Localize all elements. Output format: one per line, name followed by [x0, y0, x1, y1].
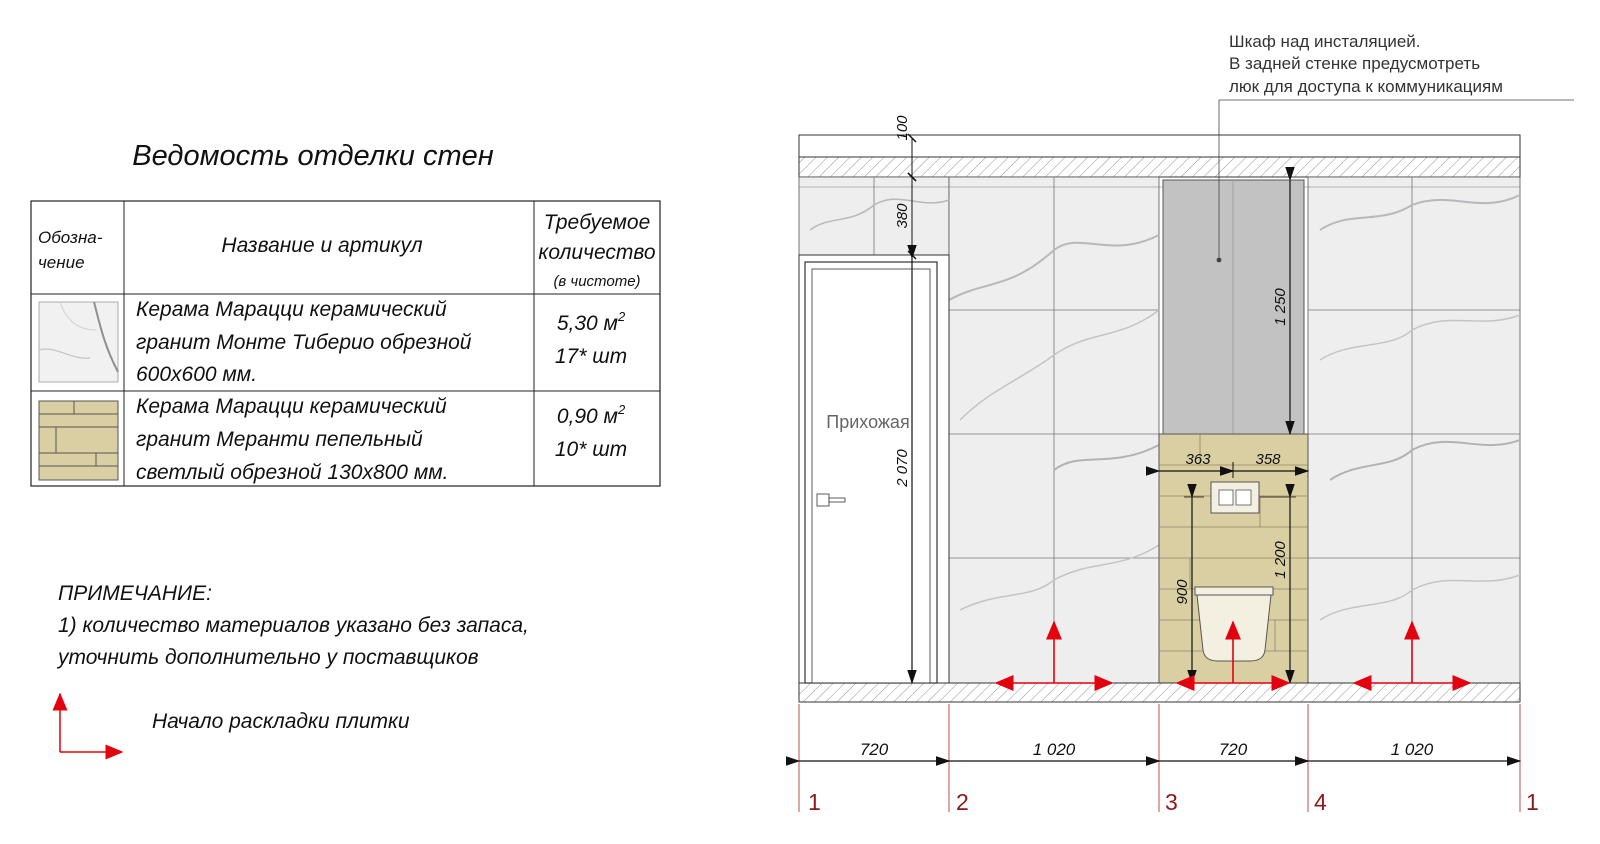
flush-button-icon — [1211, 482, 1259, 513]
wall-elevation — [799, 32, 1574, 815]
wc-icon — [1195, 587, 1273, 661]
row2-name-line1: Керама Марацци керамический — [136, 395, 447, 418]
room-label: Прихожая — [826, 412, 910, 432]
row2-name-line2: гранит Меранти пепельный — [136, 428, 423, 451]
grid-axes — [799, 704, 1539, 815]
dim-bottom: 1 020 — [1032, 740, 1076, 759]
header-code-line2: чение — [38, 253, 85, 272]
note-block — [56, 582, 529, 669]
header-name: Название и артикул — [221, 234, 423, 257]
row1-name-line1: Керама Марацци керамический — [136, 298, 447, 321]
axis-label: 4 — [1314, 789, 1327, 815]
row1-name-line2: гранит Монте Тиберио обрезной — [136, 331, 472, 354]
callout-line3: люк для доступа к коммуникациям — [1229, 77, 1503, 96]
axis-label: 3 — [1165, 789, 1178, 815]
schedule-table — [31, 201, 660, 486]
dim-door: 2 070 — [894, 449, 911, 487]
row2-area: 0,90 $м^2$ — [556, 402, 626, 428]
marble-tile-swatch — [39, 302, 118, 382]
header-code-line1: Обозна- — [38, 228, 103, 247]
dim-above-door: 380 — [894, 203, 911, 229]
dim-bottom: 720 — [859, 740, 889, 759]
legend — [60, 694, 410, 752]
header-qty-line1: Требуемое — [543, 211, 651, 234]
schedule-title: Ведомость отделки стен — [132, 140, 494, 172]
dim-bottom: 720 — [1218, 740, 1248, 759]
note-line2: уточнить дополнительно у поставщиков — [58, 646, 479, 669]
tile-start-arrow-icon — [60, 694, 122, 752]
dim-niche-right: 358 — [1255, 451, 1281, 468]
dim-flush-button: 1 200 — [1272, 541, 1289, 579]
legend-label: Начало раскладки плитки — [152, 710, 410, 733]
row1-pieces: 17* шт — [554, 345, 628, 368]
dim-top-slab: 100 — [894, 115, 911, 141]
row2-pieces: 10* шт — [554, 438, 628, 461]
callout-line1: Шкаф над инсталяцией. — [1229, 32, 1421, 51]
dim-niche-left: 363 — [1185, 451, 1211, 468]
row1-area: 5,30 $м^2$ — [556, 309, 626, 335]
table-row — [39, 298, 627, 386]
row1-name-line3: 600х600 мм. — [136, 363, 258, 386]
ceiling-slab — [799, 157, 1520, 177]
floor-slab — [799, 683, 1520, 702]
horizontal-dimensions — [799, 740, 1520, 761]
finish-schedule — [31, 140, 660, 486]
dim-wc: 900 — [1174, 579, 1191, 605]
dim-bottom: 1 020 — [1390, 740, 1434, 759]
table-row — [39, 395, 627, 484]
axis-label: 1 — [1526, 789, 1539, 815]
header-qty-line2: количество — [538, 241, 656, 264]
axis-label: 2 — [956, 789, 969, 815]
door — [805, 262, 937, 683]
callout-line2: В задней стенке предусмотреть — [1229, 54, 1481, 73]
note-line1: 1) количество материалов указано без запаса, — [58, 614, 529, 637]
dim-cabinet: 1 250 — [1272, 288, 1289, 326]
note-title: ПРИМЕЧАНИЕ: — [58, 582, 212, 605]
row2-name-line3: светлый обрезной 130х800 мм. — [136, 461, 449, 484]
wood-tile-swatch — [39, 401, 118, 480]
header-qty-line3: (в чистоте) — [553, 273, 641, 290]
axis-label: 1 — [808, 789, 821, 815]
